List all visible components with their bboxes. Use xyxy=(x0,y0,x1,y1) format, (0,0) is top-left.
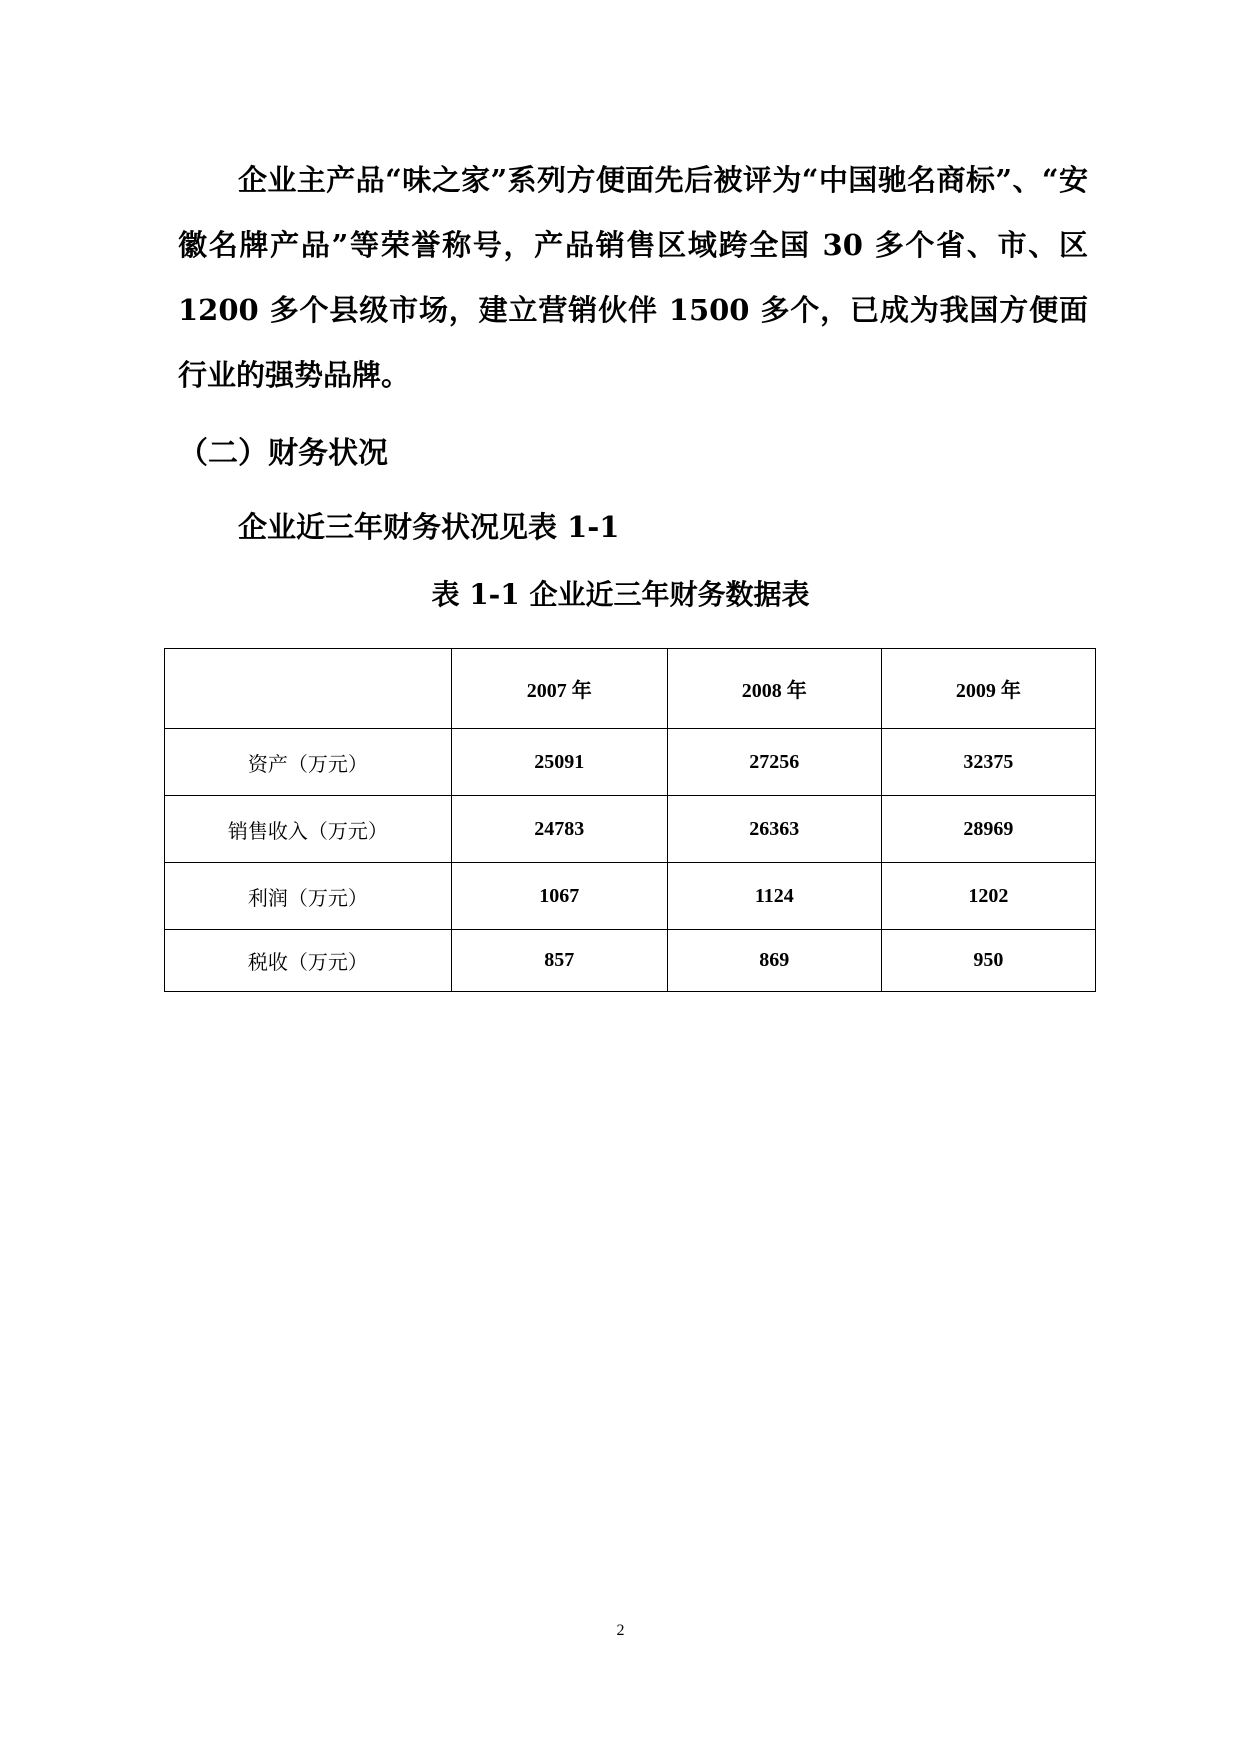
table-cell-value: 32375 xyxy=(881,729,1095,796)
table-cell-value: 24783 xyxy=(451,796,667,863)
row-label: 利润（万元） xyxy=(165,863,452,930)
table-cell-value: 950 xyxy=(881,930,1095,992)
body-paragraph-brand: 企业主产品“味之家”系列方便面先后被评为“中国驰名商标”、“安徽名牌产品”等荣誉称号，产品销售区域跨全国 30 多个省、市、区1200 多个县级市场，建立营销伙伴 1500 多个，已成为我国方便面行业的强势品牌。 xyxy=(178,163,1088,392)
row-label: 资产（万元） xyxy=(165,729,452,796)
table-header-cell-2007: 2007 年 xyxy=(451,649,667,729)
table-cell-value: 1202 xyxy=(881,863,1095,930)
table-caption: 表 1-1 企业近三年财务数据表 xyxy=(431,578,810,611)
table-header-cell-2009: 2009 年 xyxy=(881,649,1095,729)
table-cell-value: 25091 xyxy=(451,729,667,796)
table-cell-value: 26363 xyxy=(667,796,881,863)
section-heading-financial-status: （二）财务状况 xyxy=(178,436,388,471)
table-row-sales-revenue xyxy=(165,796,1096,863)
table-header-cell-2008: 2008 年 xyxy=(667,649,881,729)
table-cell-value: 857 xyxy=(451,930,667,992)
body-paragraph-table-reference: 企业近三年财务状况见表 1-1 xyxy=(238,510,620,544)
table-row-assets xyxy=(165,729,1096,796)
table-row-profit xyxy=(165,863,1096,930)
table-cell-value: 1124 xyxy=(667,863,881,930)
page-number: 2 xyxy=(616,1622,625,1639)
row-label: 销售收入（万元） xyxy=(165,796,452,863)
table-cell-value: 28969 xyxy=(881,796,1095,863)
table-header-cell-empty xyxy=(165,649,452,729)
row-label: 税收（万元） xyxy=(165,930,452,992)
table-cell-value: 1067 xyxy=(451,863,667,930)
table-header-row xyxy=(165,649,1096,729)
table-row-tax xyxy=(165,930,1096,992)
financial-data-table xyxy=(164,648,1096,992)
table-cell-value: 869 xyxy=(667,930,881,992)
table-cell-value: 27256 xyxy=(667,729,881,796)
